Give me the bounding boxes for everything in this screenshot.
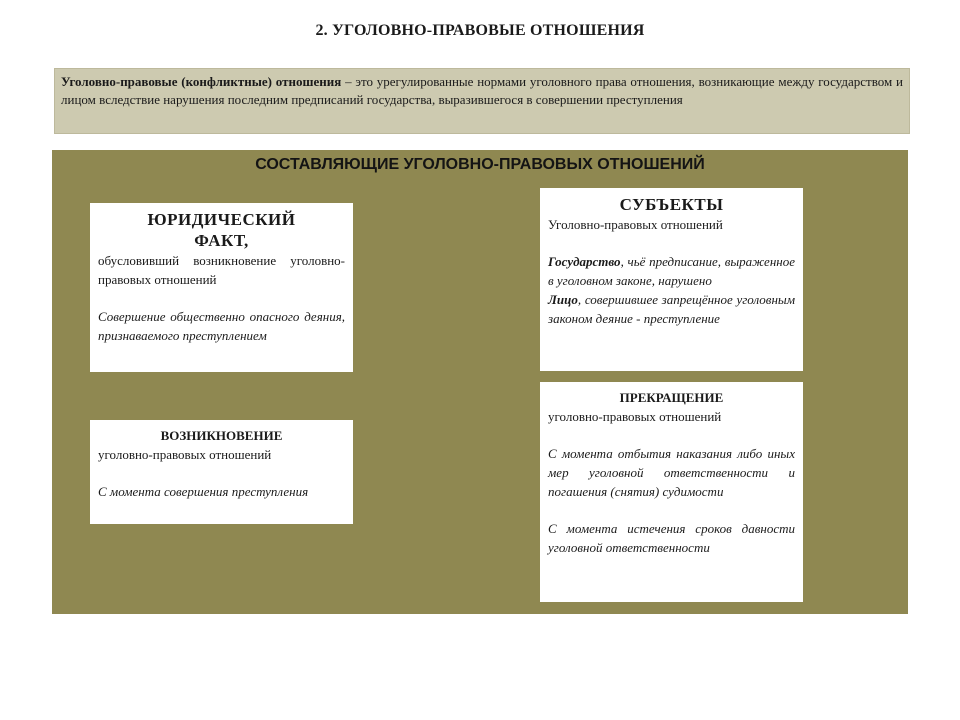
termination-card [540, 382, 803, 602]
termination-body-2: С момента истечения сроков давности уголовной ответственности [548, 521, 795, 555]
page-title: 2. УГОЛОВНО-ПРАВОВЫЕ ОТНОШЕНИЯ [315, 22, 645, 39]
legal-fact-body: Совершение общественно опасного деяния, признаваемого преступлением [98, 309, 345, 343]
subjects-heading: СУБЪЕКТЫ [619, 195, 724, 214]
subjects-state-text: , чьё предписание, выраженное в уголовном законе, нарушено [548, 254, 795, 288]
subjects-state-label: Государство [548, 254, 621, 269]
definition-box [54, 68, 910, 134]
origin-card [90, 420, 353, 524]
legal-fact-heading-line1: ЮРИДИЧЕСКИЙ [147, 210, 296, 229]
termination-body-1: С момента отбытия наказания либо иных мер уголовной ответственности и погашения (снятия) судимости [548, 446, 795, 499]
subjects-card [540, 188, 803, 371]
origin-subtitle: уголовно-правовых отношений [98, 447, 272, 462]
subjects-state-item [548, 252, 795, 290]
origin-body: С момента совершения преступления [98, 484, 309, 499]
definition-text: – это урегулированные нормами уголовного права отношения, возникающие между государством и лицом вследствие нарушения последним предписаний государства, выразившегося в совершении преступления [61, 74, 903, 107]
termination-subtitle: уголовно-правовых отношений [548, 409, 722, 424]
legal-fact-subtitle: обусловивший возникновение уголовно-правовых отношений [98, 253, 345, 287]
termination-heading: ПРЕКРАЩЕНИЕ [619, 390, 724, 405]
origin-heading: ВОЗНИКНОВЕНИЕ [160, 428, 283, 443]
subjects-subtitle: Уголовно-правовых отношений [548, 217, 723, 232]
subjects-person-label: Лицо [548, 292, 578, 307]
definition-term: Уголовно-правовые (конфликтные) отношения [61, 74, 342, 89]
legal-fact-heading-line2: ФАКТ, [194, 231, 249, 250]
subjects-person-text: , совершившее запрещённое уголовным законом деяние - преступление [548, 292, 795, 326]
subjects-person-item [548, 290, 795, 328]
panel-title: СОСТАВЛЯЮЩИЕ УГОЛОВНО-ПРАВОВЫХ ОТНОШЕНИЙ [255, 156, 705, 173]
legal-fact-card [90, 203, 353, 372]
